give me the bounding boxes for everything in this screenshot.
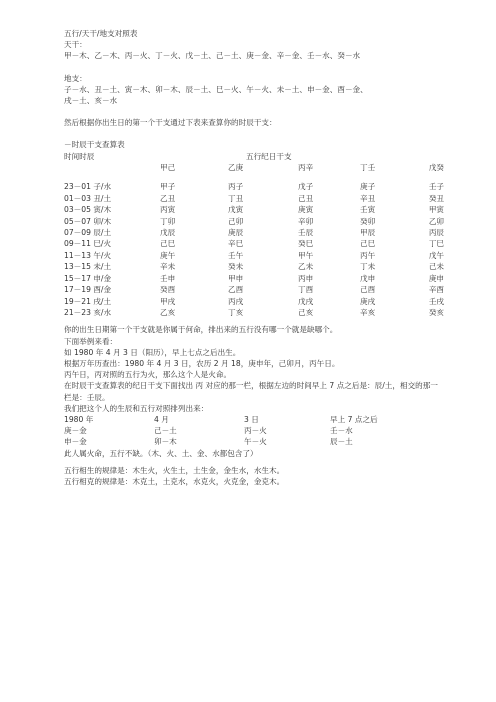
table-cell: 癸未 xyxy=(228,262,244,272)
table-cell: 甲辰 xyxy=(360,228,376,238)
table-cell: 甲申 xyxy=(228,273,244,283)
table-cell: 庚申 xyxy=(428,273,444,283)
table-cell: 壬午 xyxy=(228,250,244,260)
table-cell: 甲子 xyxy=(160,182,176,192)
table-cell: 辛丑 xyxy=(360,193,376,203)
tiangan-line: 甲－木、乙－木、丙－火、丁－火、戊－土、己－土、庚－金、辛－金、壬－水、癸－水 xyxy=(64,51,361,61)
table-cell: 壬寅 xyxy=(360,205,376,215)
table-cell: 壬辰 xyxy=(298,228,314,238)
table-cell: 戊戌 xyxy=(298,296,314,306)
table-row xyxy=(64,193,444,204)
table-header-row xyxy=(64,151,444,162)
example-cell: 庚－金 xyxy=(64,426,87,436)
table-cell: 乙亥 xyxy=(160,307,176,317)
example-cell: 早上 7 点之后 xyxy=(330,414,378,424)
table-row xyxy=(64,284,444,295)
table-left-header: 时间时辰 xyxy=(64,151,95,161)
hour-table xyxy=(64,151,444,319)
para-6: 在时辰干支查算表的纪日干支下面找出 丙 对应的那一栏，根据左边的时间早上 7 点之后是：辰/土，相交的那一栏是：壬辰。 xyxy=(64,381,438,402)
dizhi-label: 地支： xyxy=(64,73,87,83)
row-time: 07－09 辰/土 xyxy=(64,228,112,238)
para-8: 此人属火命，五行不缺。（木、火、土、金、水都包含了） xyxy=(64,448,258,458)
table-row xyxy=(64,216,444,227)
table-cell: 己丑 xyxy=(298,193,314,203)
table-cell: 甲午 xyxy=(298,250,314,260)
row-time: 05－07 卯/木 xyxy=(64,216,112,226)
column-header: 丁壬 xyxy=(360,163,376,173)
table-cell: 己巳 xyxy=(160,239,176,249)
table-cell: 丙申 xyxy=(298,273,314,283)
row-time: 11－13 午/火 xyxy=(64,250,112,260)
table-cell: 己酉 xyxy=(360,285,376,295)
table-row xyxy=(64,227,444,238)
table-cell: 丁丑 xyxy=(228,193,244,203)
table-cell: 庚辰 xyxy=(228,228,244,238)
table-cell: 乙未 xyxy=(298,262,314,272)
table-cell: 癸巳 xyxy=(298,239,314,249)
table-cell: 乙丑 xyxy=(160,193,176,203)
instruction: 然后根据你出生日的第一个干支通过下表来查算你的时辰干支： xyxy=(64,118,277,128)
table-cell: 庚子 xyxy=(360,182,376,192)
table-cell: 丁亥 xyxy=(228,307,244,317)
example-cell: 3 日 xyxy=(244,414,259,424)
table-row xyxy=(64,250,444,261)
column-header: 乙庚 xyxy=(228,163,244,173)
row-time: 17－19 酉/金 xyxy=(64,285,112,295)
example-cell: 辰－土 xyxy=(330,437,353,447)
table-cell: 戊申 xyxy=(360,273,376,283)
table-cell: 丁卯 xyxy=(160,216,176,226)
dizhi-line-2: 戌－土、亥－水 xyxy=(64,96,118,106)
table-cell: 己亥 xyxy=(298,307,314,317)
table-cell: 戊子 xyxy=(298,182,314,192)
table-cell: 戊辰 xyxy=(160,228,176,238)
table-group-header: 五行纪日干支 xyxy=(246,151,292,161)
column-header: 甲己 xyxy=(160,163,176,173)
column-header: 戊癸 xyxy=(428,163,444,173)
table-cell: 己卯 xyxy=(228,216,244,226)
table-cell: 甲戌 xyxy=(160,296,176,306)
example-cell: 午－火 xyxy=(244,437,267,447)
table-cell: 辛卯 xyxy=(298,216,314,226)
table-row xyxy=(64,307,444,318)
table-cell: 辛巳 xyxy=(228,239,244,249)
para-3: 如 1980 年 4 月 3 日（阳历），早上七点之后出生。 xyxy=(64,347,241,357)
table-cell: 癸丑 xyxy=(428,193,444,203)
table-cell: 丙寅 xyxy=(160,205,176,215)
example-cell: 卯－木 xyxy=(154,437,177,447)
table-cell: 丙午 xyxy=(360,250,376,260)
table-cell: 戊寅 xyxy=(228,205,244,215)
row-time: 03－05 寅/木 xyxy=(64,205,112,215)
table-cell: 丁酉 xyxy=(298,285,314,295)
example-cell: 4 月 xyxy=(154,414,169,424)
table-cell: 庚戌 xyxy=(360,296,376,306)
table-cell: 乙卯 xyxy=(428,216,444,226)
table-cell: 丙戌 xyxy=(228,296,244,306)
para-9: 五行相生的规律是：木生火，火生土，土生金，金生水，水生木。 xyxy=(64,465,285,475)
table-column-row xyxy=(64,162,444,173)
example-cell: 1980 年 xyxy=(64,414,94,424)
para-10: 五行相克的规律是：木克土，土克水，水克火，火克金，金克木。 xyxy=(64,476,285,486)
table-cell: 辛亥 xyxy=(360,307,376,317)
table-row xyxy=(64,238,444,249)
table-cell: 戊午 xyxy=(428,250,444,260)
para-7: 我们把这个人的生辰和五行对照排列出来： xyxy=(64,403,209,413)
row-time: 09－11 巳/火 xyxy=(64,239,112,249)
para-5: 丙午日，丙对照的五行为火，那么这个人是火命。 xyxy=(64,370,232,380)
example-cell: 丙－火 xyxy=(244,426,267,436)
table-cell: 丁未 xyxy=(360,262,376,272)
document-body xyxy=(64,28,444,487)
table-row xyxy=(64,273,444,284)
table-cell: 丙子 xyxy=(228,182,244,192)
table-row xyxy=(64,261,444,272)
table-cell: 己未 xyxy=(428,262,444,272)
table-cell: 壬子 xyxy=(428,182,444,192)
table-row xyxy=(64,181,444,192)
row-time: 13－15 未/土 xyxy=(64,262,112,272)
para-1: 你的出生日期第一个干支就是你属于何命，排出来的五行没有哪一个就是缺哪个。 xyxy=(64,325,338,335)
example-row-3 xyxy=(64,436,444,447)
row-time: 19－21 戌/土 xyxy=(64,296,112,306)
column-header: 丙辛 xyxy=(298,163,314,173)
example-row-2 xyxy=(64,425,444,436)
row-time: 21－23 亥/水 xyxy=(64,307,112,317)
row-time: 15－17 申/金 xyxy=(64,273,112,283)
table-cell: 癸酉 xyxy=(160,285,176,295)
row-time: 23－01 子/水 xyxy=(64,182,112,192)
table-row xyxy=(64,204,444,215)
table-cell: 甲寅 xyxy=(428,205,444,215)
dizhi-line-1: 子－水、丑－土、寅－木、卯－木、辰－土、巳－火、午－火、未－土、申－金、酉－金、 xyxy=(64,84,368,94)
table-cell: 癸卯 xyxy=(360,216,376,226)
table-row xyxy=(64,296,444,307)
table-cell: 辛未 xyxy=(160,262,176,272)
example-cell: 己－土 xyxy=(154,426,177,436)
table-cell: 壬戌 xyxy=(428,296,444,306)
row-time: 01－03 丑/土 xyxy=(64,193,112,203)
table-cell: 丙辰 xyxy=(428,228,444,238)
table-cell: 辛酉 xyxy=(428,285,444,295)
table-cell: 庚午 xyxy=(160,250,176,260)
table-cell: 壬申 xyxy=(160,273,176,283)
para-4: 根据万年历查出：1980 年 4 月 3 日，农历 2 月 18，庚申年，己卯月，丙午日。 xyxy=(64,358,340,368)
table-cell: 乙酉 xyxy=(228,285,244,295)
para-2: 下面举例来看： xyxy=(64,336,118,346)
doc-title: 五行/天干/地支对照表 xyxy=(64,29,138,38)
table-cell: 丁巳 xyxy=(428,239,444,249)
example-cell: 申－金 xyxy=(64,437,87,447)
table-cell: 癸亥 xyxy=(428,307,444,317)
example-row-1 xyxy=(64,414,444,425)
table-cell: 庚寅 xyxy=(298,205,314,215)
example-cell: 壬－水 xyxy=(330,426,353,436)
table-title: －时辰干支查算表 xyxy=(64,140,125,150)
table-cell: 己巳 xyxy=(360,239,376,249)
tiangan-label: 天干： xyxy=(64,40,87,50)
